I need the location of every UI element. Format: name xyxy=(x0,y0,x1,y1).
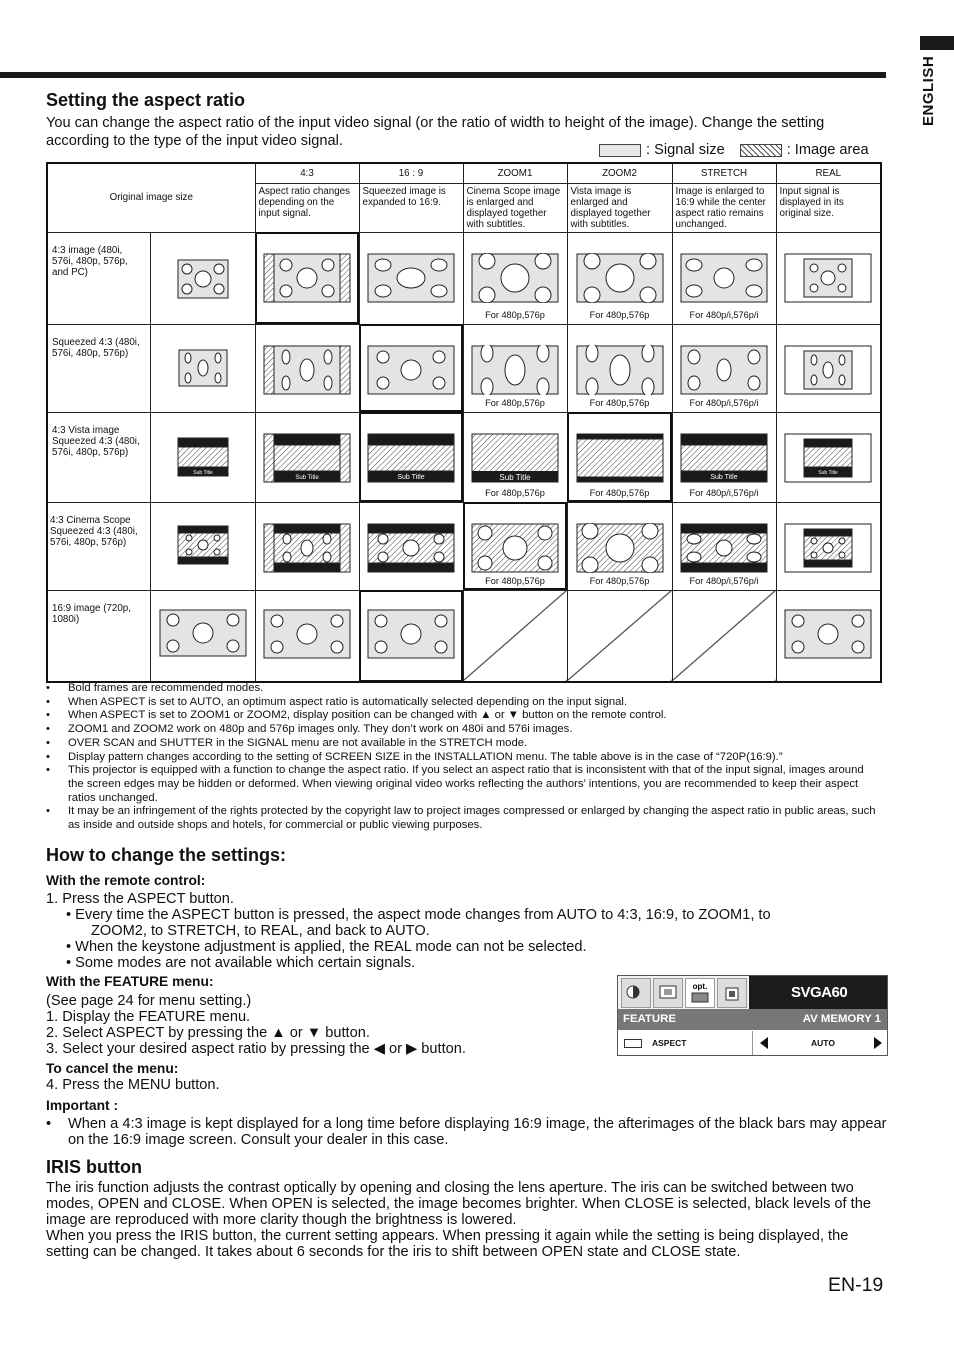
remote-sub-3: • Some modes are not available which certain signals. xyxy=(66,955,416,971)
subtitle-text: Sub Title xyxy=(397,473,425,481)
subtitle-text: Sub Title xyxy=(192,469,213,476)
pattern-vista-16-9 xyxy=(359,412,463,502)
important-bullet: • xyxy=(46,1116,52,1132)
col-desc-zoom2: Vista image is enlarged and displayed together with subtitles. xyxy=(567,183,672,232)
iris-para-1: The iris function adjusts the contrast optically by opening and closing the lens aperture. The iris can be switched between two modes, OPEN and CLOSE. When OPEN is selected, the image becomes brighter. When CLOSE is selected, black levels of the image are reproduced with more clarity though the brightness is lowered. xyxy=(46,1180,871,1228)
pattern-16-9-real xyxy=(776,590,881,682)
aspect-menu-row[interactable] xyxy=(618,1031,887,1055)
col-header-4-3: 4:3 xyxy=(255,163,359,183)
row-divider xyxy=(752,1031,753,1055)
aspect-icon xyxy=(624,1039,642,1048)
pattern-4-3-zoom2 xyxy=(567,232,672,324)
pattern-vista-real xyxy=(776,412,881,502)
pattern-cinema-zoom1 xyxy=(463,502,567,590)
note: For 480p,576p xyxy=(485,397,545,408)
notes-list xyxy=(46,682,882,833)
pattern-squeezed-16-9 xyxy=(359,324,463,412)
pattern-cinema-real xyxy=(776,502,881,590)
col-header-16-9: 16 : 9 xyxy=(359,163,463,183)
brand-logo: SVGA60 xyxy=(749,976,887,1009)
note: For 480p,576p xyxy=(589,487,650,498)
pattern-16-9-4-3 xyxy=(255,590,359,682)
left-arrow-icon[interactable] xyxy=(760,1037,768,1049)
original-4-3-image xyxy=(150,232,255,324)
col-header-stretch: STRETCH xyxy=(672,163,776,183)
row-label-16-9-image: 16:9 image (720p, 1080i) xyxy=(47,590,150,682)
feature-line-1: 1. Display the FEATURE menu. xyxy=(46,1009,251,1025)
original-size-header: Original image size xyxy=(47,163,255,232)
note: For 480p/i,576p/i xyxy=(689,487,759,498)
note: For 480p,576p xyxy=(485,575,545,586)
pattern-squeezed-4-3 xyxy=(255,324,359,412)
pattern-cinema-16-9 xyxy=(359,502,463,590)
row-label-squeezed: Squeezed 4:3 (480i, 576i, 480p, 576p) xyxy=(47,324,150,412)
pattern-squeezed-zoom2 xyxy=(567,324,672,412)
right-arrow-icon[interactable] xyxy=(874,1037,882,1049)
note: For 480p,576p xyxy=(485,309,545,320)
col-header-real: REAL xyxy=(776,163,881,183)
note-item: • Display pattern changes according to the setting of SCREEN SIZE in the INSTALLATION menu. The table above is in the case of “720P(16:9).” xyxy=(46,751,882,765)
signal-icon xyxy=(653,978,683,1008)
subtitle-text: Sub Title xyxy=(710,473,738,481)
subtitle-text: Sub Title xyxy=(295,474,319,481)
installation-icon xyxy=(717,978,747,1008)
note-item: • It may be an infringement of the rights protected by the copyright law to project images compressed or enlarged by changing the aspect ratio in public areas, such as inside and outside shops and hotels, for commercial or public viewing purposes. xyxy=(46,805,882,832)
remote-heading: With the remote control: xyxy=(46,873,206,888)
original-squeezed xyxy=(150,324,255,412)
note-item: • This projector is equipped with a function to change the aspect ratio. If you select an aspect ratio that is inconsistent with that of the input signal, images around the screen edges may be hidden or deformed. When viewing original video works reflecting the authors’ intentions, you are recommended to keep their aspect ratios unchanged. xyxy=(46,764,882,805)
note: For 480p,576p xyxy=(589,575,650,586)
option-icon[interactable] xyxy=(685,978,715,1008)
pattern-cinema-4-3 xyxy=(255,502,359,590)
col-desc-real: Input signal is displayed in its original size. xyxy=(776,183,881,232)
menu-title: FEATURE xyxy=(623,1013,676,1025)
menu-icons xyxy=(618,976,749,1009)
cancel-step: 4. Press the MENU button. xyxy=(46,1077,220,1093)
note: For 480p/i,576p/i xyxy=(689,397,759,408)
subtitle-text: Sub Title xyxy=(499,472,531,482)
page-number: EN-19 xyxy=(828,1274,884,1296)
iris-para-2: When you press the IRIS button, the current setting appears. When pressing it again while the setting is being displayed, the setting can be changed. It takes about 6 seconds for the iris to shift between OPEN state and CLOSE state. xyxy=(46,1228,849,1260)
pattern-squeezed-real xyxy=(776,324,881,412)
note: For 480p,576p xyxy=(589,309,650,320)
signal-size-swatch xyxy=(599,144,641,157)
image-area-swatch xyxy=(740,144,782,157)
aspect-table xyxy=(46,162,882,683)
note: For 480p/i,576p/i xyxy=(689,575,759,586)
pattern-4-3-16-9 xyxy=(359,232,463,324)
pattern-vista-stretch xyxy=(672,412,776,502)
legend xyxy=(599,142,869,158)
remote-sub-1: • Every time the ASPECT button is pressed, the aspect mode changes from AUTO to 4:3, 16:9, to ZOOM1, to xyxy=(66,907,771,923)
note-item: • ZOOM1 and ZOOM2 work on 480p and 576p images only. They don’t work on 480i and 576i images. xyxy=(46,723,882,737)
feature-heading: With the FEATURE menu: xyxy=(46,974,214,989)
col-desc-zoom1: Cinema Scope image is enlarged and displayed together with subtitles. xyxy=(463,183,567,232)
cancel-heading: To cancel the menu: xyxy=(46,1061,179,1076)
iris-title: IRIS button xyxy=(46,1157,142,1177)
pattern-vista-zoom2 xyxy=(567,412,672,502)
note: For 480p/i,576p/i xyxy=(689,309,759,320)
original-cinema-scope xyxy=(150,502,255,590)
menu-title-bar xyxy=(618,1009,887,1030)
header-rule xyxy=(0,72,886,78)
language-tab: ENGLISH xyxy=(920,55,937,126)
pattern-16-9-stretch-na xyxy=(672,590,776,682)
pattern-16-9-zoom2-na xyxy=(567,590,672,682)
legend-area-label: : Image area xyxy=(786,142,869,158)
row-label-4-3-image: 4:3 image (480i, 576i, 480p, 576p, and PC) xyxy=(47,232,150,324)
original-16-9-image xyxy=(150,590,255,682)
picture-icon xyxy=(621,978,651,1008)
feature-line-2: 2. Select ASPECT by pressing the ▲ or ▼ button. xyxy=(46,1025,370,1041)
feature-line-0: (See page 24 for menu setting.) xyxy=(46,993,252,1009)
note-item: • When ASPECT is set to ZOOM1 or ZOOM2, display position can be changed with ▲ or ▼ button on the remote control. xyxy=(46,709,882,723)
pattern-squeezed-stretch xyxy=(672,324,776,412)
pattern-16-9-zoom1-na xyxy=(463,590,567,682)
pattern-4-3-zoom1 xyxy=(463,232,567,324)
important-text: When a 4:3 image is kept displayed for a long time before displaying 16:9 image, the afterimages of the black bars may appear on the 16:9 image screen. Consult your dealer in this case. xyxy=(68,1116,887,1148)
original-vista xyxy=(150,412,255,502)
note: For 480p,576p xyxy=(589,397,650,408)
note-item: • OVER SCAN and SHUTTER in the SIGNAL menu are not available in the STRETCH mode. xyxy=(46,737,882,751)
note-item: • When ASPECT is set to AUTO, an optimum aspect ratio is automatically selected depending on the input signal. xyxy=(46,696,882,710)
pattern-vista-zoom1 xyxy=(463,412,567,502)
pattern-cinema-zoom2 xyxy=(567,502,672,590)
pattern-4-3-4-3 xyxy=(255,232,359,324)
legend-signal-label: : Signal size xyxy=(646,142,725,158)
remote-sub-2: • When the keystone adjustment is applied, the REAL mode can not be selected. xyxy=(66,939,587,955)
col-desc-4-3: Aspect ratio changes depending on the input signal. xyxy=(255,183,359,232)
aspect-value: AUTO xyxy=(811,1038,835,1048)
col-desc-16-9: Squeezed image is expanded to 16:9. xyxy=(359,183,463,232)
howto-title: How to change the settings: xyxy=(46,845,287,865)
col-desc-stretch: Image is enlarged to 16:9 while the center aspect ratio remains unchanged. xyxy=(672,183,776,232)
aspect-intro: You can change the aspect ratio of the input video signal (or the ratio of width to height of the image). Change the setting according to the type of the input video signal. xyxy=(46,115,825,149)
pattern-vista-4-3 xyxy=(255,412,359,502)
col-header-zoom1: ZOOM1 xyxy=(463,163,567,183)
note: For 480p,576p xyxy=(485,487,545,498)
aspect-title: Setting the aspect ratio xyxy=(46,90,246,110)
feature-line-3: 3. Select your desired aspect ratio by pressing the ◀ or ▶ button. xyxy=(46,1041,466,1057)
subtitle-text: Sub Title xyxy=(818,469,838,476)
pattern-cinema-stretch xyxy=(672,502,776,590)
pattern-4-3-real xyxy=(776,232,881,324)
pattern-4-3-stretch xyxy=(672,232,776,324)
aspect-item-label: ASPECT xyxy=(652,1038,687,1048)
important-heading: Important : xyxy=(46,1098,119,1113)
av-memory-label: AV MEMORY 1 xyxy=(802,1013,881,1025)
remote-step-1: 1. Press the ASPECT button. xyxy=(46,891,234,907)
option-label: opt. xyxy=(692,982,708,991)
col-header-zoom2: ZOOM2 xyxy=(567,163,672,183)
language-tab-marker xyxy=(920,36,954,50)
remote-sub-1b: ZOOM2, to STRETCH, to REAL, and back to AUTO. xyxy=(91,923,430,939)
pattern-16-9-16-9 xyxy=(359,590,463,682)
row-label-cinema-scope: 4:3 Cinema Scope Squeezed 4:3 (480i, 576i, 480p, 576p) xyxy=(47,502,150,590)
row-label-vista: 4:3 Vista image Squeezed 4:3 (480i, 576i, 480p, 576p) xyxy=(47,412,150,502)
pattern-squeezed-zoom1 xyxy=(463,324,567,412)
note-item: • Bold frames are recommended modes. xyxy=(46,682,882,696)
feature-menu xyxy=(617,975,888,1056)
